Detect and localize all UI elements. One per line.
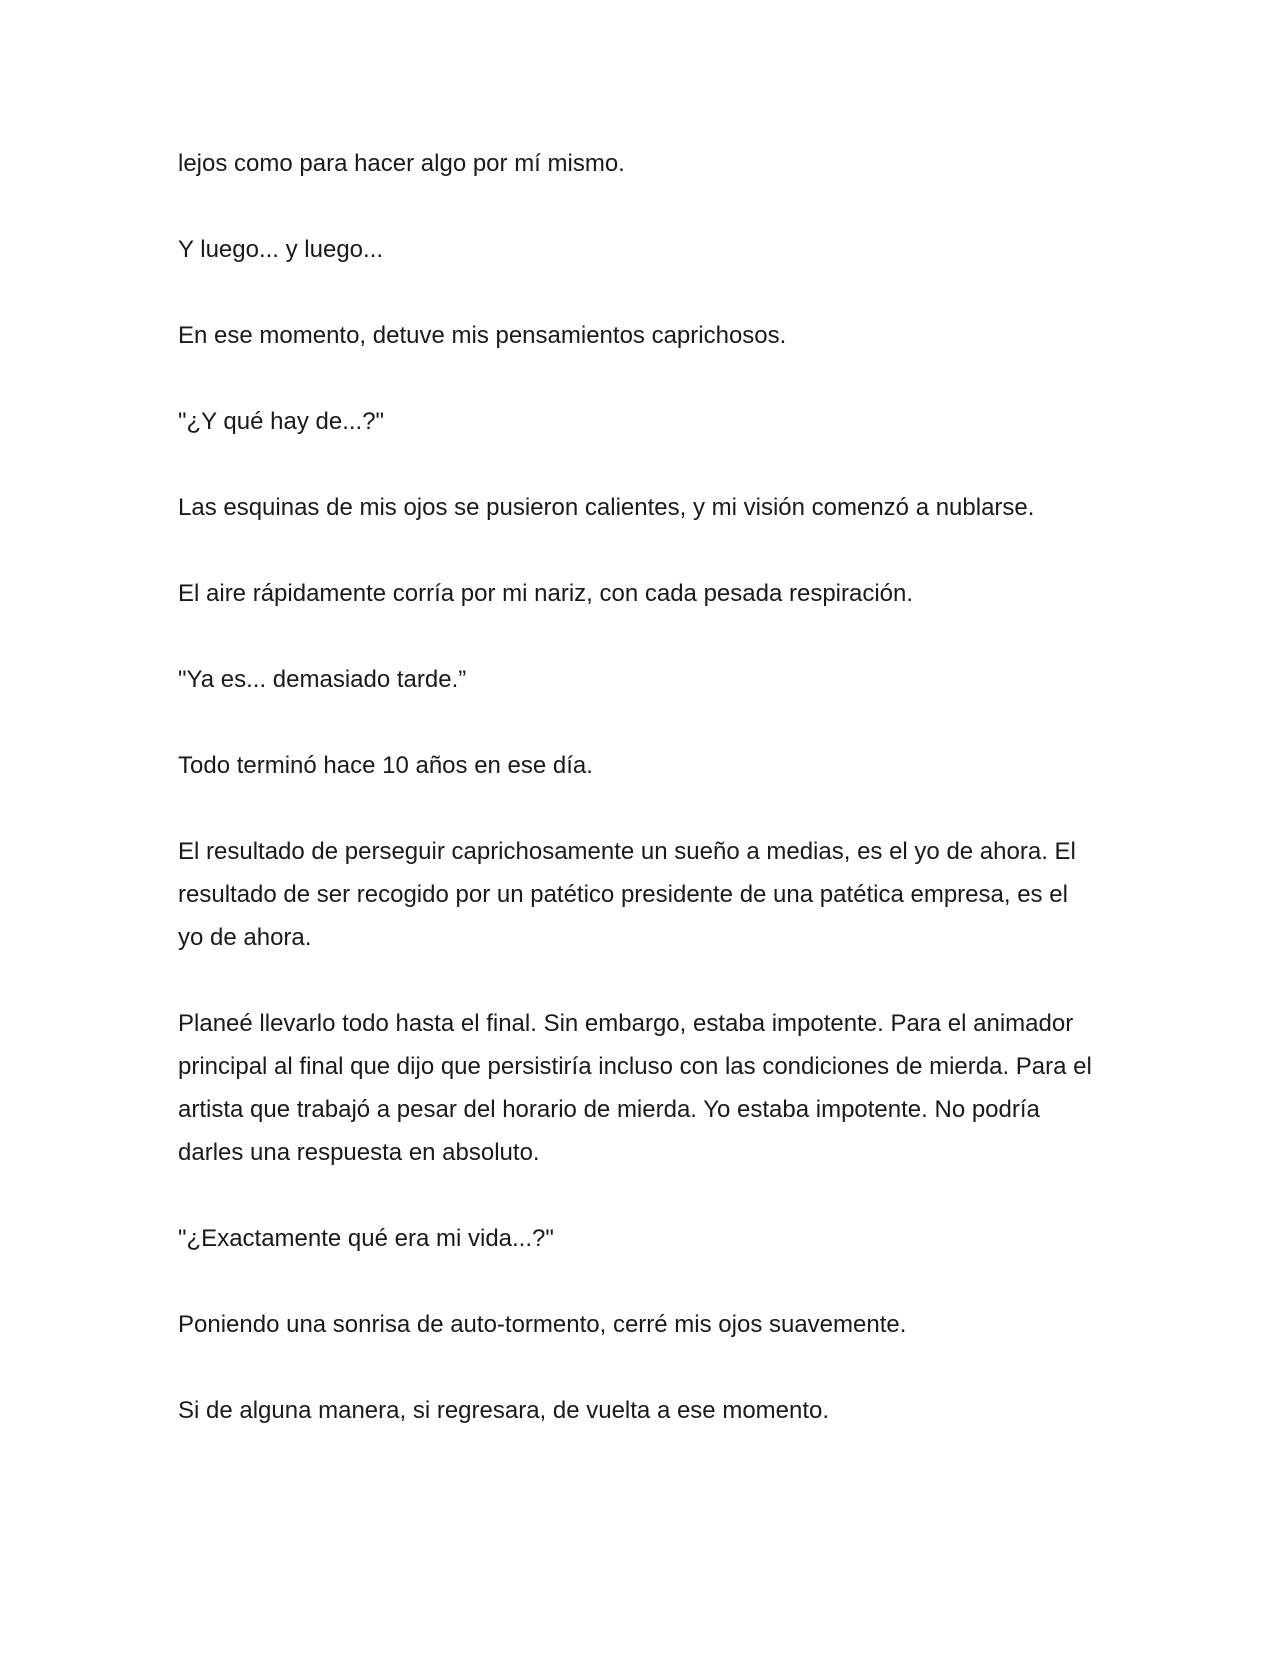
paragraph: El resultado de perseguir caprichosamente un sueño a medias, es el yo de ahora. El resultado de ser recogido por un patético presidente de una patética empresa, es el yo de ahora. (178, 838, 1076, 951)
paragraph: El aire rápidamente corría por mi nariz, con cada pesada respiración. (178, 580, 914, 607)
paragraph: "¿Exactamente qué era mi vida...?" (178, 1225, 554, 1252)
paragraph: Planeé llevarlo todo hasta el final. Sin embargo, estaba impotente. Para el animador principal al final que dijo que persistiría incluso con las condiciones de mierda. Para el artista que trabajó a pesar del horario de mierda. Yo estaba impotente. No podría darles una respuesta en absoluto. (178, 1010, 1092, 1166)
paragraph: Las esquinas de mis ojos se pusieron calientes, y mi visión comenzó a nublarse. (178, 494, 1035, 521)
paragraph: Si de alguna manera, si regresara, de vuelta a ese momento. (178, 1397, 830, 1424)
paragraph: "Ya es... demasiado tarde.” (178, 666, 467, 693)
paragraph: Poniendo una sonrisa de auto-tormento, cerré mis ojos suavemente. (178, 1311, 907, 1338)
paragraph: Todo terminó hace 10 años en ese día. (178, 752, 593, 779)
paragraph: En ese momento, detuve mis pensamientos caprichosos. (178, 322, 787, 349)
document-body (178, 142, 1098, 1475)
paragraph: "¿Y qué hay de...?" (178, 408, 385, 435)
paragraph: Y luego... y luego... (178, 236, 384, 263)
paragraph: lejos como para hacer algo por mí mismo. (178, 150, 625, 177)
